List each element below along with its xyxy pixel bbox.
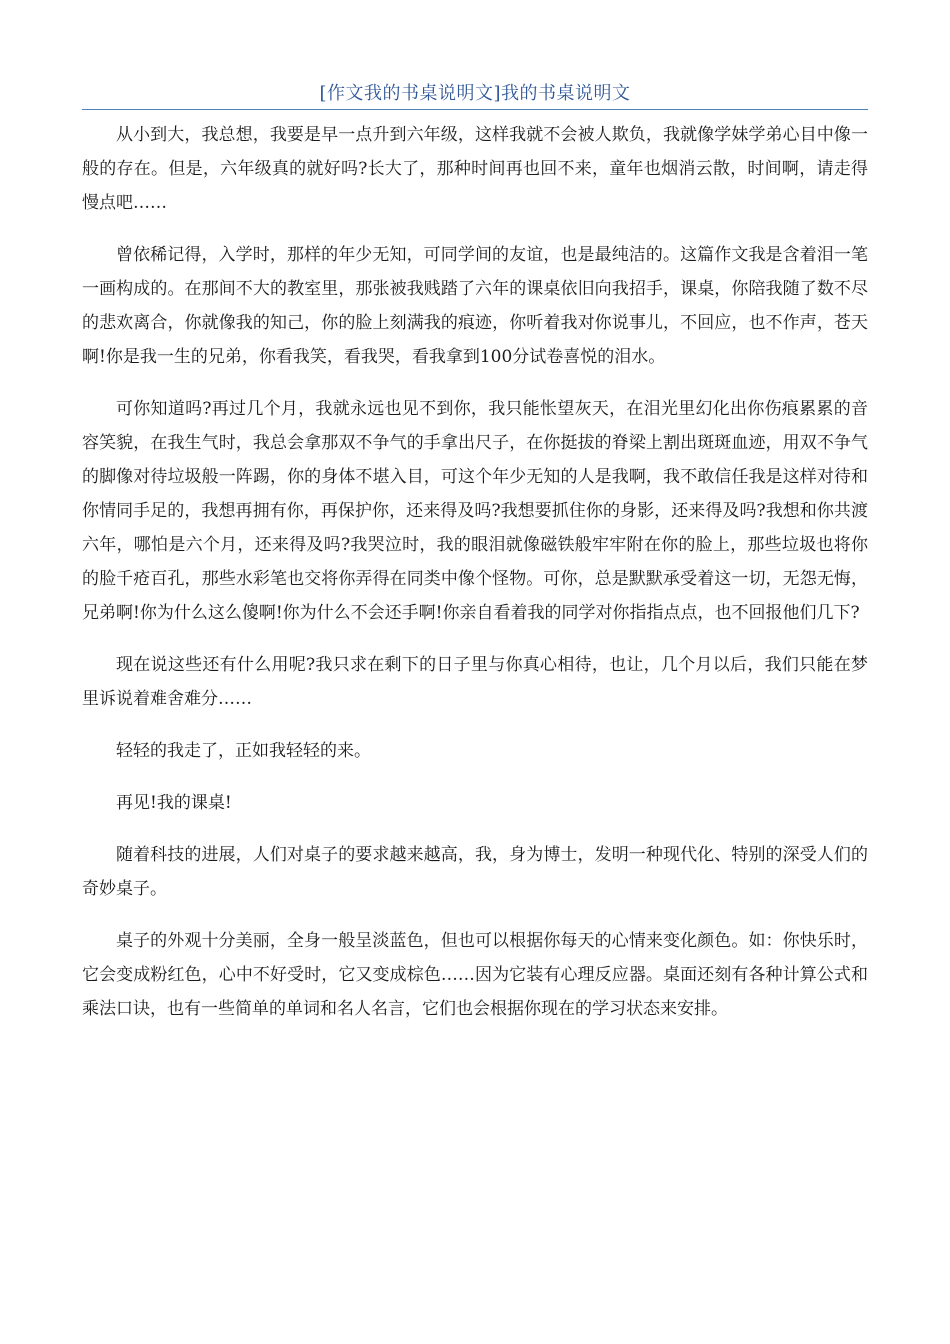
document-title: [作文我的书桌说明文]我的书桌说明文 xyxy=(319,83,631,104)
paragraph-1: 从小到大，我总想，我要是早一点升到六年级，这样我就不会被人欺负，我就像学妹学弟心目中像一般的存在。但是，六年级真的就好吗?长大了，那种时间再也回不来，童年也烟消云散，时间啊，请走得慢点吧…… xyxy=(82,125,868,213)
header-divider xyxy=(82,109,868,110)
paragraph-4: 现在说这些还有什么用呢?我只求在剩下的日子里与你真心相待，也让，几个月以后，我们只能在梦里诉说着难舍难分…… xyxy=(82,655,868,709)
page-header xyxy=(82,78,868,110)
paragraph-2: 曾依稀记得，入学时，那样的年少无知，可同学间的友谊，也是最纯洁的。这篇作文我是含着泪一笔一画构成的。在那间不大的教室里，那张被我贱踏了六年的课桌依旧向我招手，课桌，你陪我随了数不尽的悲欢离合，你就像我的知己，你的脸上刻满我的痕迹，你听着我对你说事儿，不回应，也不作声，苍天啊!你是我一生的兄弟，你看我笑，看我哭，看我拿到100分试卷喜悦的泪水。 xyxy=(82,245,868,367)
paragraph-6: 再见!我的课桌! xyxy=(116,793,232,813)
paragraph-5: 轻轻的我走了，正如我轻轻的来。 xyxy=(116,741,371,761)
article-body xyxy=(82,118,868,1044)
paragraph-3: 可你知道吗?再过几个月，我就永远也见不到你，我只能怅望灰天，在泪光里幻化出你伤痕累累的音容笑貌，在我生气时，我总会拿那双不争气的手拿出尺子，在你挺拔的脊梁上割出斑斑血迹，用双不争气的脚像对待垃圾般一阵踢，你的身体不堪入目，可这个年少无知的人是我啊，我不敢信任我是这样对待和你情同手足的，我想再拥有你，再保护你，还来得及吗?我想要抓住你的身影，还来得及吗?我想和你共渡六年，哪怕是六个月，还来得及吗?我哭泣时，我的眼泪就像磁铁般牢牢附在你的脸上，那些垃圾也将你的脸千疮百孔，那些水彩笔也交将你弄得在同类中像个怪物。可你，总是默默承受着这一切，无怨无悔，兄弟啊!你为什么这么傻啊!你为什么不会还手啊!你亲自看着我的同学对你指指点点，也不回报他们几下? xyxy=(82,399,868,623)
paragraph-7: 随着科技的进展，人们对桌子的要求越来越高，我，身为博士，发明一种现代化、特别的深受人们的奇妙桌子。 xyxy=(82,845,868,899)
paragraph-8: 桌子的外观十分美丽，全身一般呈淡蓝色，但也可以根据你每天的心情来变化颜色。如：你快乐时，它会变成粉红色，心中不好受时，它又变成棕色……因为它装有心理反应器。桌面还刻有各种计算公式和乘法口诀，也有一些简单的单词和名人名言，它们也会根据你现在的学习状态来安排。 xyxy=(82,931,868,1019)
